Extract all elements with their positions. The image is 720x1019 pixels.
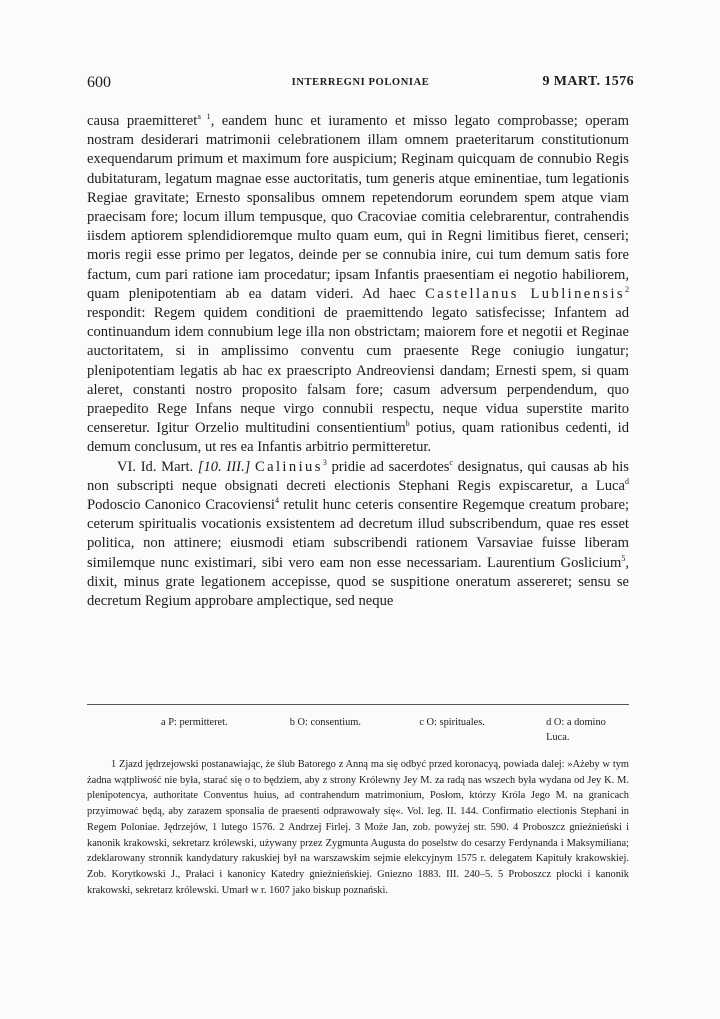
spaced-name: Calinius xyxy=(254,458,323,475)
text-run: respondit: Regem quidem conditioni de praemittendo legato satisfecisse; Infantem ad continuandum idem connubium lege illa non obstrictam; maiorem fore et negotii et Reginae auctoritatem, si in amplissimo conventu cum praesente Rege coniugio iungatur; plenipotentiam legatis ab hac ex praescripto Andreoviensi dandam; Ernesti spem, si quam aleret, constanti nostro proposito falsam fore; casum adversum perpendendum, quo praepedito Rege Infans neque virgo connubii respectu, neque vidua superstite marito censeretur. Igitur Orzelio multitudini consentientium xyxy=(87,305,629,437)
apparatus-note-d: d O: a domino Luca. xyxy=(546,717,606,743)
text-run: retulit hunc ceteris consentire Regemque creatum probare; ceterum spiritualis vocationis exsistentem ad decretum illud subscribendum, quae res esset politica, non attinere; eiusmodi etiam subscribendi rationem Varsaviae fuisse liberam similemque nunc existimari, sibi vero eam non esse necessariam. Laurentium Goslicium xyxy=(87,497,630,571)
footnote-text: 2 Andrzej Firlej. xyxy=(279,821,351,833)
footnote-ref: 4 xyxy=(274,496,279,506)
footnote-text: 1 Zjazd jędrzejowski postanawiając, że ślub Batorego z Anną ma się odbyć przed koronacyą, powiada dalej: »Ażeby w tym żadna wątpliwość nie była, starać się o to będziem, aby z strony Królewny Jey M. za radą nas wszech była wydana od Jey K. M. plenipotencya, authoritate Conventus huius, ad contrahendum matrimonium, Posłom, którzy Króla Jego M. na granicach przyimować będą, aby zarazem sponsalia de praesenti odprawowały się«. Vol. leg. II. 144. Confirmatio electionis Stephani in Regem Poloniae. Jędrzejów, 1 lutego 1576. xyxy=(87,759,629,833)
footnote-ref: a 1 xyxy=(197,112,211,121)
footnote-ref: 3 xyxy=(322,457,327,467)
text-run: , eandem hunc et iuramento et misso legato comprobasse; operam nostram desiderari matrimonii celebrationem illam omnem praeteritarum constitutionum exequendarum primum et maximum fore auspicium; Reginam quicquam de connubio Regis dubitaturam, legatum magnae esse auctoritatis, tum generis atque eminentiae, tum legationis Regiae gravitate; Ernesto sponsalibus omnem repetendorum eorundem spem atque viam praecisam fore; locum illum tempusque, quo Cracoviae comitia celebrarentur, contrahendis iisdem aptiorem splendidioremque multo quam eum, qui in Regni limitibus fieret, censeri; moris regii esse primo per legatos, deinde per se connubia inire, cui tum demum satis fore factum, cum pari ratione iam procedatur; ipsam Infantis praesentiam ei negotio habiliorem, quam plenipotentiam ab ea datam videri. Ad haec xyxy=(87,113,629,302)
footnote-text: 5 Proboszcz płocki i kanonik krakowski, sekretarz królewski. Umarł w r. 1607 jako biskup poznański. xyxy=(87,868,629,896)
footnotes xyxy=(87,757,629,898)
apparatus-note-a: a P: permitteret. xyxy=(161,717,228,728)
running-title: INTERREGNI POLONIAE xyxy=(291,77,430,88)
main-text xyxy=(87,112,629,611)
page-header xyxy=(87,74,634,94)
critical-apparatus xyxy=(87,715,629,745)
paragraph-2 xyxy=(87,458,629,612)
header-date: 9 MART. 1576 xyxy=(542,74,634,89)
apparatus-ref: d xyxy=(625,476,629,486)
spaced-name: Castellanus Lublinensis xyxy=(425,285,625,302)
page-number: 600 xyxy=(87,74,111,91)
text-run: pridie ad sacerdotes xyxy=(326,458,450,475)
text-run: causa praemitteret xyxy=(87,113,198,129)
apparatus-note-c: c O: spirituales. xyxy=(419,717,485,728)
apparatus-note-b: b O: consentium. xyxy=(289,717,361,728)
footnote-ref: 5 xyxy=(621,553,626,563)
footnote-separator xyxy=(87,704,629,705)
paragraph-1 xyxy=(87,112,629,458)
footnote-ref: 2 xyxy=(625,284,629,294)
apparatus-ref: c xyxy=(449,457,453,467)
text-run: Podoscio Canonico Cracoviensi xyxy=(87,497,275,514)
footnote-text: 4 Proboszcz gnieźnieński i kanonik krakowski, sekretarz królewski, używany przez Zygmunta Augusta do poselstw do cesarzy Ferdynanda i Maksymiliana; zdeklarowany stronnik kandydatury rakuskiej był na warszawskim sejmie elekcyjnym 1575 r. delegatem Kapituły krakowskiej. Zob. Korytkowski J., Prałaci i kanonicy Katedry gnieźnieńskiej. Gniezno 1883. III. 240–5. xyxy=(87,821,629,880)
text-run: designatus, qui causas ab his non subscripti neque obsignati decreti electionis Stephani Regis expiscaretur, a Luca xyxy=(87,458,629,494)
footnote-1 xyxy=(87,757,629,898)
apparatus-ref: b xyxy=(405,419,410,429)
text-run: potius, quam rationibus cedenti, id demum conclusum, ut res ea Infantis arbitrio permitteretur. xyxy=(87,420,629,456)
footnote-text: 3 Może Jan, zob. powyżej str. 590. xyxy=(354,821,509,833)
text-run: , dixit, minus grate legationem accepisse, quod se suspitione oneratum assereret; sensu se decretum Regium approbare amplectique, sed neque xyxy=(87,554,629,610)
date-bracket: [10. III.] xyxy=(197,458,251,475)
text-run: VI. Id. Mart. xyxy=(117,458,198,475)
